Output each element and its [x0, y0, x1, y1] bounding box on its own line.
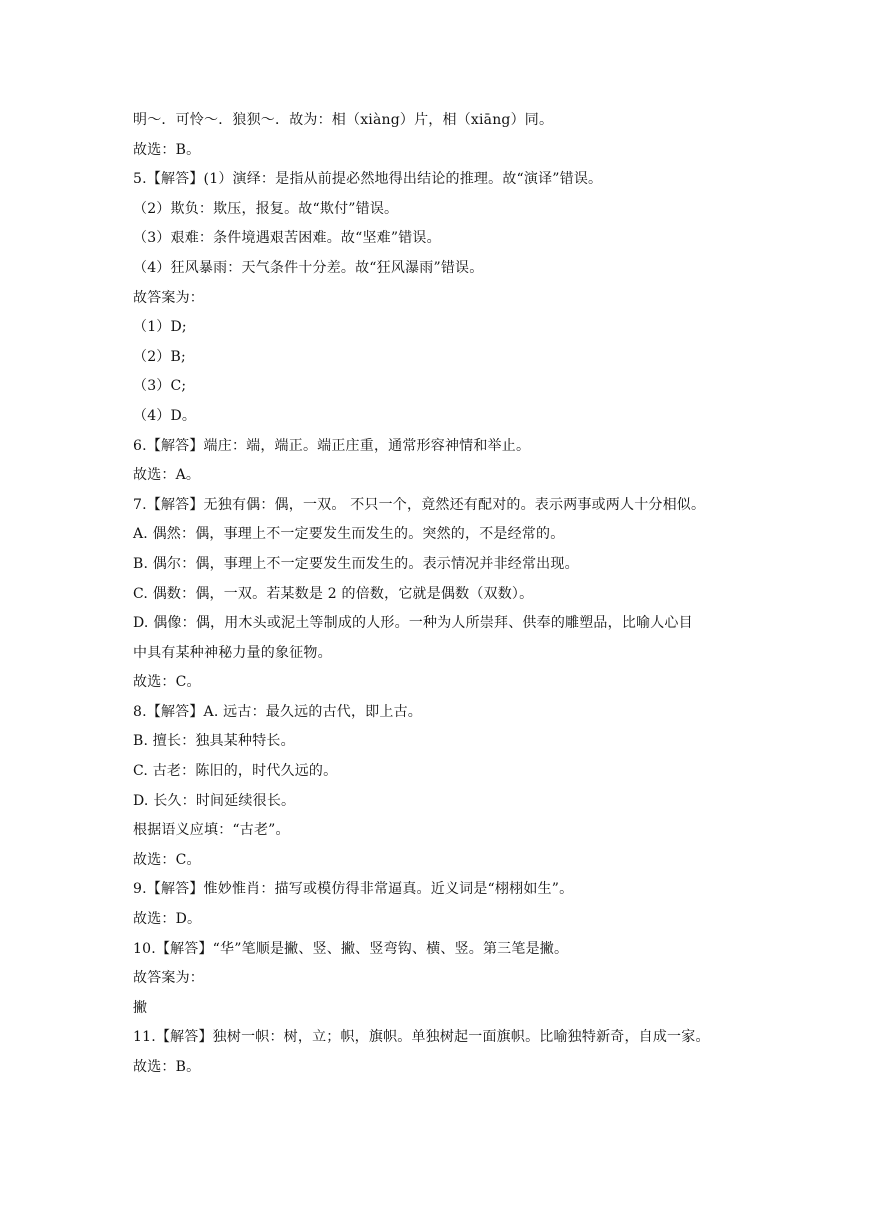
text-line: 8.【解答】A. 远古：最久远的古代，即上古。: [133, 703, 422, 720]
text-line: A. 偶然：偶，事理上不一定要发生而发生的。突然的，不是经常的。: [133, 526, 565, 543]
text-line: B. 偶尔：偶，事理上不一定要发生而发生的。表示情况并非经常出现。: [133, 555, 579, 572]
text-line: 9.【解答】惟妙惟肖：描写或模仿得非常逼真。近义词是“栩栩如生”。: [133, 881, 574, 898]
text-line: 7.【解答】无独有偶：偶，一双。 不只一个，竟然还有配对的。表示两事或两人十分相似。: [133, 496, 706, 513]
text-line: B. 擅长：独具某种特长。: [133, 733, 295, 750]
text-line: 10.【解答】“华”笔顺是撇、竖、撇、竖弯钩、横、竖。第三笔是撇。: [133, 940, 569, 957]
text-line: 故答案为：: [133, 289, 204, 306]
text-line: 故选：C。: [133, 674, 201, 691]
text-line: （2）B;: [133, 348, 186, 365]
text-line: 撇: [133, 999, 148, 1016]
text-line: D. 偶像：偶，用木头或泥土等制成的人形。一种为人所崇拜、供奉的雕塑品，比喻人心目: [133, 615, 693, 632]
text-line: 6.【解答】端庄：端，端正。端正庄重，通常形容神情和举止。: [133, 437, 531, 454]
text-line: （3）艰难：条件境遇艰苦困难。故“坚难”错误。: [133, 230, 441, 247]
text-line: （4）狂风暴雨：天气条件十分差。故“狂风瀑雨”错误。: [133, 259, 484, 276]
text-line: 明～．可怜～．狼狈～．故为：相（xiàng）片，相（xiāng）同。: [133, 112, 554, 128]
text-line: 故答案为：: [133, 970, 204, 987]
text-line: 故选：C。: [133, 851, 201, 868]
text-line: 根据语义应填：“古老”。: [133, 822, 290, 839]
text-line: 故选：B。: [133, 141, 201, 158]
text-line: 11.【解答】独树一帜：树，立；帜，旗帜。单独树起一面旗帜。比喻独特新奇，自成一家。: [133, 1029, 710, 1046]
text-line: 故选：B。: [133, 1059, 201, 1075]
text-line: C. 古老：陈旧的，时代久远的。: [133, 763, 338, 780]
text-line: 中具有某种神秘力量的象征物。: [133, 644, 332, 661]
text-line: 故选：D。: [133, 911, 202, 928]
text-line: （1）D;: [133, 319, 187, 336]
text-line: （3）C;: [133, 378, 187, 395]
text-line: 故选：A。: [133, 467, 201, 484]
answer-text-block: [133, 106, 753, 1083]
text-line: D. 长久：时间延续很长。: [133, 792, 296, 809]
text-line: （4）D。: [133, 407, 197, 424]
text-line: 5.【解答】(1）演绎：是指从前提必然地得出结论的推理。故“演译”错误。: [133, 171, 603, 188]
text-line: C. 偶数：偶，一双。若某数是 2 的倍数，它就是偶数（双数）。: [133, 585, 534, 602]
text-line: （2）欺负：欺压，报复。故“欺付”错误。: [133, 200, 399, 217]
